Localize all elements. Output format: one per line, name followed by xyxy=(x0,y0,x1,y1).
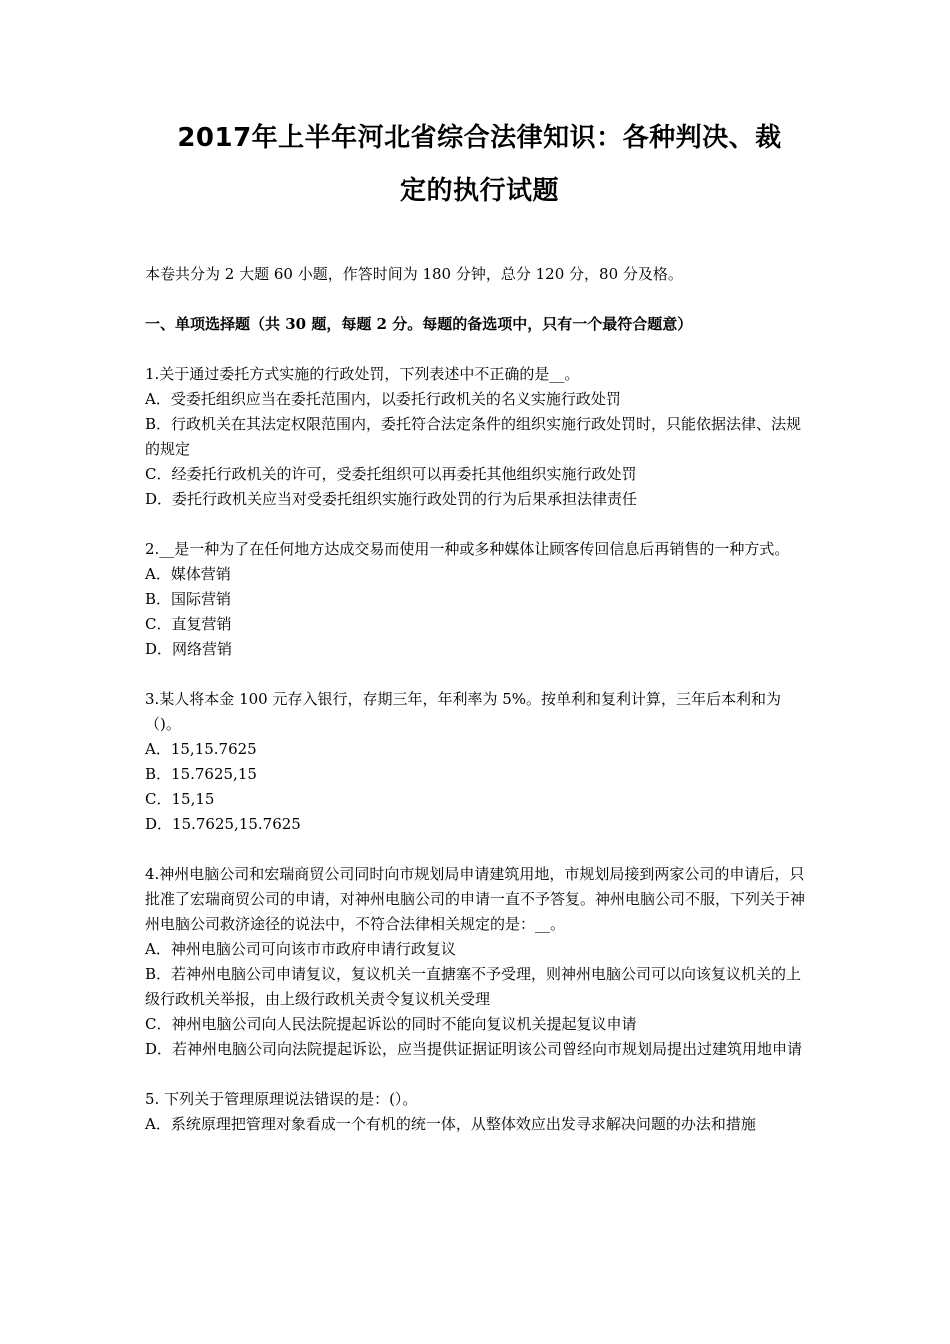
question-option: D．15.7625,15.7625 xyxy=(145,815,301,833)
question-stem: 3.某人将本金 100 元存入银行，存期三年，年利率为 5%。按单利和复利计算，三年后本利和为（)。 xyxy=(145,690,782,733)
question-option: C．神州电脑公司向人民法院提起诉讼的同时不能向复议机关提起复议申请 xyxy=(145,1015,637,1033)
question-1 xyxy=(145,362,814,512)
question-option: A．媒体营销 xyxy=(145,565,231,583)
question-stem: 2.__是一种为了在任何地方达成交易而使用一种或多种媒体让顾客传回信息后再销售的一种方式。 xyxy=(145,540,790,558)
question-2 xyxy=(145,537,814,662)
question-option: D．委托行政机关应当对受委托组织实施行政处罚的行为后果承担法律责任 xyxy=(145,490,638,508)
question-option: B．行政机关在其法定权限范围内，委托符合法定条件的组织实施行政处罚时，只能依据法律、法规的规定 xyxy=(145,415,802,458)
question-stem: 4.神州电脑公司和宏瑞商贸公司同时向市规划局申请建筑用地，市规划局接到两家公司的申请后，只批准了宏瑞商贸公司的申请，对神州电脑公司的申请一直不予答复。神州电脑公司不服，下列关于神州电脑公司救济途径的说法中，不符合法律相关规定的是：__。 xyxy=(145,865,806,933)
question-5 xyxy=(145,1087,814,1137)
document-title xyxy=(145,0,814,218)
title-line-2: 定的执行试题 xyxy=(399,176,559,206)
question-option: A．15,15.7625 xyxy=(145,740,257,758)
question-option: C．直复营销 xyxy=(145,615,232,633)
question-option: A．系统原理把管理对象看成一个有机的统一体，从整体效应出发寻求解决问题的办法和措施 xyxy=(145,1115,756,1133)
question-option: B．15.7625,15 xyxy=(145,765,257,783)
question-stem: 1.关于通过委托方式实施的行政处罚，下列表述中不正确的是__。 xyxy=(145,365,580,383)
question-option: D．若神州电脑公司向法院提起诉讼，应当提供证据证明该公司曾经向市规划局提出过建筑用地申请 xyxy=(145,1040,803,1058)
question-stem: 5. 下列关于管理原理说法错误的是：(）。 xyxy=(145,1090,418,1108)
question-option: C．经委托行政机关的许可，受委托组织可以再委托其他组织实施行政处罚 xyxy=(145,465,637,483)
question-option: C．15,15 xyxy=(145,790,215,808)
question-option: A．神州电脑公司可向该市市政府申请行政复议 xyxy=(145,940,456,958)
title-line-1: 2017年上半年河北省综合法律知识：各种判决、裁 xyxy=(177,123,782,153)
exam-intro: 本卷共分为 2 大题 60 小题，作答时间为 180 分钟，总分 120 分，80 分及格。 xyxy=(145,265,683,283)
section-heading: 一、单项选择题（共 30 题，每题 2 分。每题的备选项中，只有一个最符合题意） xyxy=(145,315,693,333)
question-option: A．受委托组织应当在委托范围内，以委托行政机关的名义实施行政处罚 xyxy=(145,390,621,408)
question-option: D．网络营销 xyxy=(145,640,233,658)
question-3 xyxy=(145,687,814,837)
question-4 xyxy=(145,862,814,1062)
question-option: B．国际营销 xyxy=(145,590,232,608)
question-option: B．若神州电脑公司申请复议，复议机关一直搪塞不予受理，则神州电脑公司可以向该复议机关的上级行政机关举报，由上级行政机关责令复议机关受理 xyxy=(145,965,802,1008)
